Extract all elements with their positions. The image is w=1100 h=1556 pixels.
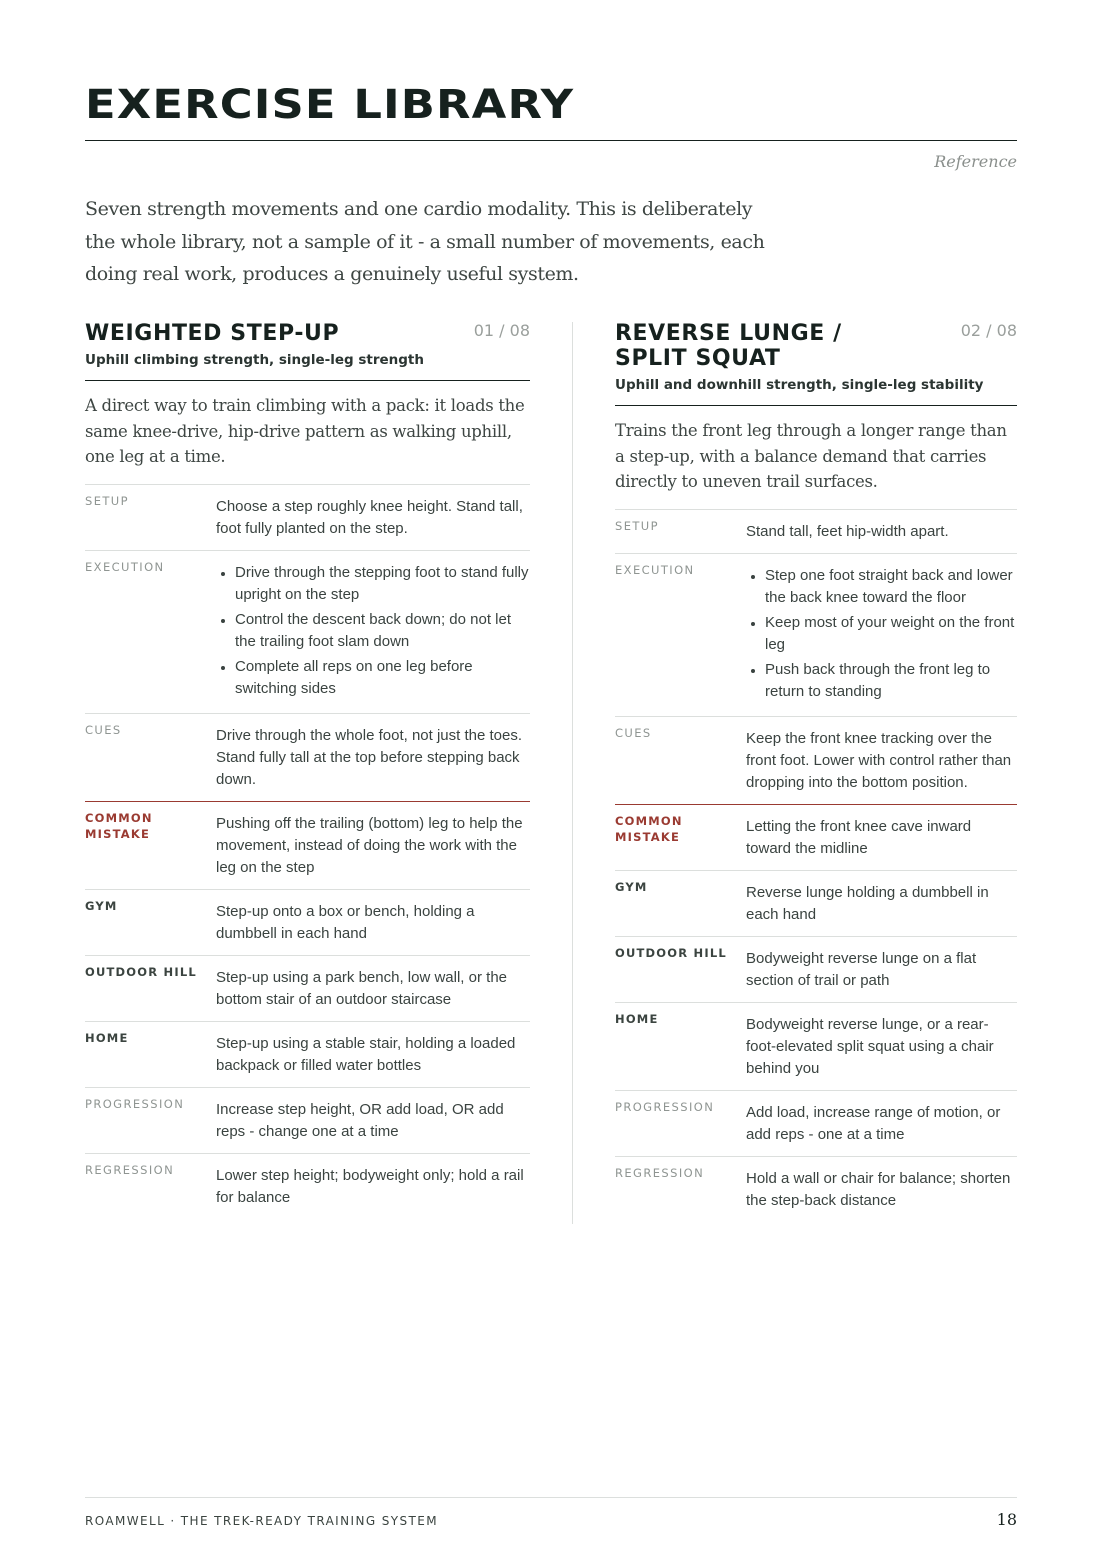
outdoor-hill-row	[615, 936, 1017, 1002]
execution-step: • Step one foot straight back and lower the back knee toward the floor	[765, 565, 1017, 609]
footer-brand: ROAMWELL · THE TREK-READY TRAINING SYSTEM	[85, 1514, 438, 1528]
execution-step: • Keep most of your weight on the front leg	[765, 612, 1017, 656]
exercise-subtitle: Uphill climbing strength, single-leg strength	[85, 352, 530, 381]
outdoor-hill-label: OUTDOOR HILL	[85, 964, 197, 979]
section-reference-label: Reference	[934, 152, 1017, 171]
exercise-header	[85, 320, 530, 381]
cues-label: CUES	[615, 725, 652, 740]
home-row	[85, 1021, 530, 1087]
regression-row	[615, 1156, 1017, 1222]
exercise-title: REVERSE LUNGE / SPLIT SQUAT	[615, 321, 842, 371]
execution-list	[216, 559, 530, 703]
execution-step: • Complete all reps on one leg before switching sides	[235, 656, 530, 700]
gym-label: GYM	[85, 898, 118, 913]
setup-label: SETUP	[615, 518, 659, 533]
outdoor-hill-label: OUTDOOR HILL	[615, 945, 727, 960]
common-mistake-row	[615, 804, 1017, 870]
exercise-card-1	[85, 320, 530, 1219]
cues-text: Keep the front knee tracking over the front foot. Lower with control rather than dropping into the bottom position.	[746, 729, 1012, 791]
execution-step: • Push back through the front leg to return to standing	[765, 659, 1017, 703]
progression-text: Increase step height, OR add load, OR add reps - change one at a time	[216, 1100, 504, 1140]
cues-row	[615, 716, 1017, 804]
page-number: 18	[996, 1510, 1017, 1529]
common-mistake-label: COMMON MISTAKE	[85, 810, 153, 841]
exercise-number: 02 / 08	[960, 321, 1017, 340]
exercise-subtitle: Uphill and downhill strength, single-leg stability	[615, 377, 1017, 406]
exercise-header	[615, 320, 1017, 406]
footer-divider	[85, 1497, 1017, 1498]
progression-label: PROGRESSION	[85, 1096, 185, 1111]
outdoor-hill-text: Step-up using a park bench, low wall, or the bottom stair of an outdoor staircase	[216, 968, 507, 1008]
gym-text: Step-up onto a box or bench, holding a dumbbell in each hand	[216, 902, 475, 942]
gym-label: GYM	[615, 879, 648, 894]
common-mistake-label: COMMON MISTAKE	[615, 813, 683, 844]
page-title: EXERCISE LIBRARY	[85, 82, 575, 128]
regression-label: REGRESSION	[85, 1162, 175, 1177]
execution-step: • Drive through the stepping foot to stand fully upright on the step	[235, 562, 530, 606]
setup-text: Stand tall, feet hip-width apart.	[746, 522, 949, 540]
progression-row	[85, 1087, 530, 1153]
page	[85, 0, 1017, 1556]
gym-row	[85, 889, 530, 955]
execution-step: • Control the descent back down; do not let the trailing foot slam down	[235, 609, 530, 653]
intro-paragraph: Seven strength movements and one cardio modality. This is deliberately the whole library, not a sample of it - a small number of movements, each doing real work, produces a genuinely useful system.	[85, 198, 765, 285]
outdoor-hill-row	[85, 955, 530, 1021]
exercise-number: 01 / 08	[473, 321, 530, 340]
execution-row	[615, 553, 1017, 716]
column-divider	[572, 322, 573, 1224]
progression-label: PROGRESSION	[615, 1099, 715, 1114]
gym-text: Reverse lunge holding a dumbbell in each hand	[746, 883, 989, 923]
home-label: HOME	[85, 1030, 129, 1045]
setup-label: SETUP	[85, 493, 129, 508]
common-mistake-text: Pushing off the trailing (bottom) leg to help the movement, instead of doing the work with the leg on the step	[216, 814, 523, 876]
regression-text: Hold a wall or chair for balance; shorten the step-back distance	[746, 1169, 1011, 1209]
home-text: Step-up using a stable stair, holding a loaded backpack or filled water bottles	[216, 1034, 516, 1074]
cues-label: CUES	[85, 722, 122, 737]
cues-row	[85, 713, 530, 801]
execution-list	[746, 562, 1017, 706]
exercise-card-2	[615, 320, 1017, 1222]
common-mistake-row	[85, 801, 530, 889]
regression-label: REGRESSION	[615, 1165, 705, 1180]
common-mistake-text: Letting the front knee cave inward toward the midline	[746, 817, 972, 857]
regression-text: Lower step height; bodyweight only; hold a rail for balance	[216, 1166, 524, 1206]
cues-text: Drive through the whole foot, not just the toes. Stand fully tall at the top before stepping back down.	[216, 726, 523, 788]
regression-row	[85, 1153, 530, 1219]
title-divider	[85, 140, 1017, 141]
setup-text: Choose a step roughly knee height. Stand tall, foot fully planted on the step.	[216, 497, 523, 537]
setup-row	[85, 484, 530, 550]
home-label: HOME	[615, 1011, 659, 1026]
outdoor-hill-text: Bodyweight reverse lunge on a flat section of trail or path	[746, 949, 977, 989]
exercise-description: Trains the front leg through a longer range than a step-up, with a balance demand that carries directly to uneven trail surfaces.	[615, 421, 1007, 491]
exercise-description: A direct way to train climbing with a pack: it loads the same knee-drive, hip-drive pattern as walking uphill, one leg at a time.	[85, 396, 525, 466]
execution-label: EXECUTION	[85, 559, 165, 574]
execution-row	[85, 550, 530, 713]
gym-row	[615, 870, 1017, 936]
home-text: Bodyweight reverse lunge, or a rear-foot-elevated split squat using a chair behind you	[746, 1015, 994, 1077]
execution-label: EXECUTION	[615, 562, 695, 577]
progression-text: Add load, increase range of motion, or add reps - one at a time	[746, 1103, 1001, 1143]
home-row	[615, 1002, 1017, 1090]
exercise-title: WEIGHTED STEP-UP	[85, 321, 340, 346]
setup-row	[615, 509, 1017, 553]
progression-row	[615, 1090, 1017, 1156]
